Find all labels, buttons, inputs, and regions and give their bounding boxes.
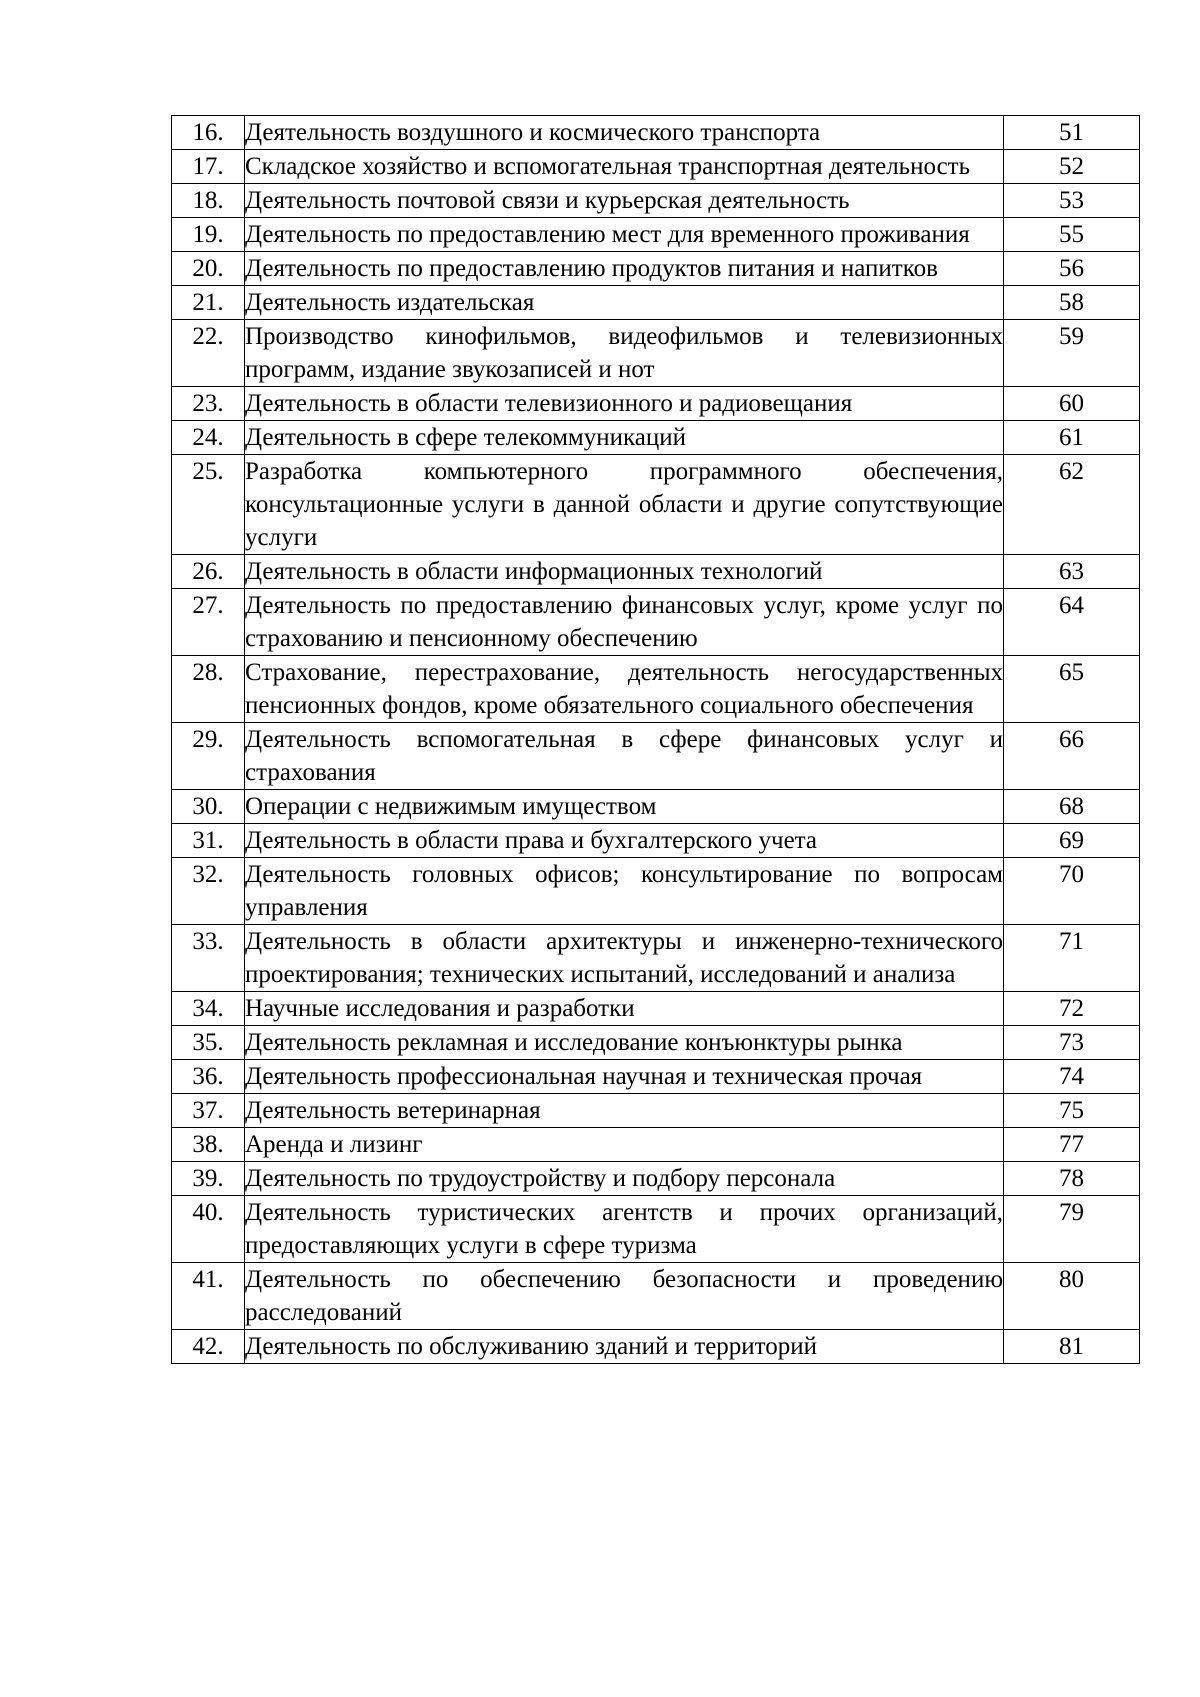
table-row [172, 455, 1140, 555]
table-row [172, 723, 1140, 790]
row-title: Деятельность в области информационных технологий [245, 555, 1004, 589]
row-number: 17. [172, 150, 245, 184]
table-row [172, 184, 1140, 218]
row-title: Деятельность рекламная и исследование конъюнктуры рынка [245, 1026, 1004, 1060]
row-title: Складское хозяйство и вспомогательная транспортная деятельность [245, 150, 1004, 184]
row-page-number: 73 [1004, 1026, 1140, 1060]
row-page-number: 79 [1004, 1196, 1140, 1263]
contents-table-body [172, 116, 1140, 1364]
row-page-number: 72 [1004, 992, 1140, 1026]
table-row [172, 790, 1140, 824]
row-number: 29. [172, 723, 245, 790]
row-number: 37. [172, 1094, 245, 1128]
row-number: 18. [172, 184, 245, 218]
table-row [172, 589, 1140, 656]
row-title: Разработка компьютерного программного обеспечения, консультационные услуги в данной области и другие сопутствующие услуги [245, 455, 1004, 555]
contents-table [171, 115, 1140, 1364]
row-title: Деятельность в области телевизионного и радиовещания [245, 387, 1004, 421]
table-row [172, 286, 1140, 320]
row-title: Деятельность профессиональная научная и техническая прочая [245, 1060, 1004, 1094]
row-number: 21. [172, 286, 245, 320]
row-title: Производство кинофильмов, видеофильмов и телевизионных программ, издание звукозаписей и нот [245, 320, 1004, 387]
table-row [172, 218, 1140, 252]
table-row [172, 116, 1140, 150]
table-row [172, 1060, 1140, 1094]
table-row [172, 555, 1140, 589]
row-title: Деятельность головных офисов; консультирование по вопросам управления [245, 858, 1004, 925]
table-row [172, 824, 1140, 858]
row-title: Деятельность по трудоустройству и подбору персонала [245, 1162, 1004, 1196]
table-row [172, 1263, 1140, 1330]
row-title: Деятельность по предоставлению продуктов питания и напитков [245, 252, 1004, 286]
row-page-number: 55 [1004, 218, 1140, 252]
row-number: 22. [172, 320, 245, 387]
table-row [172, 656, 1140, 723]
row-page-number: 62 [1004, 455, 1140, 555]
row-number: 25. [172, 455, 245, 555]
row-number: 31. [172, 824, 245, 858]
table-row [172, 1094, 1140, 1128]
row-title: Деятельность в области права и бухгалтерского учета [245, 824, 1004, 858]
row-number: 30. [172, 790, 245, 824]
row-page-number: 81 [1004, 1330, 1140, 1364]
row-page-number: 70 [1004, 858, 1140, 925]
row-number: 36. [172, 1060, 245, 1094]
row-title: Страхование, перестрахование, деятельность негосударственных пенсионных фондов, кроме обязательного социального обеспечения [245, 656, 1004, 723]
row-title: Деятельность по обеспечению безопасности и проведению расследований [245, 1263, 1004, 1330]
row-number: 23. [172, 387, 245, 421]
row-number: 24. [172, 421, 245, 455]
row-page-number: 60 [1004, 387, 1140, 421]
row-title: Деятельность ветеринарная [245, 1094, 1004, 1128]
row-number: 28. [172, 656, 245, 723]
row-number: 42. [172, 1330, 245, 1364]
row-number: 38. [172, 1128, 245, 1162]
row-number: 27. [172, 589, 245, 656]
row-title: Деятельность в области архитектуры и инженерно-технического проектирования; технических испытаний, исследований и анализа [245, 925, 1004, 992]
table-row [172, 858, 1140, 925]
row-page-number: 78 [1004, 1162, 1140, 1196]
row-title: Операции с недвижимым имуществом [245, 790, 1004, 824]
row-page-number: 77 [1004, 1128, 1140, 1162]
row-title: Аренда и лизинг [245, 1128, 1004, 1162]
row-title: Деятельность по предоставлению мест для временного проживания [245, 218, 1004, 252]
row-number: 39. [172, 1162, 245, 1196]
table-row [172, 1128, 1140, 1162]
row-number: 41. [172, 1263, 245, 1330]
row-title: Деятельность туристических агентств и прочих организаций, предоставляющих услуги в сфере туризма [245, 1196, 1004, 1263]
row-page-number: 68 [1004, 790, 1140, 824]
table-row [172, 1026, 1140, 1060]
row-page-number: 52 [1004, 150, 1140, 184]
row-page-number: 71 [1004, 925, 1140, 992]
table-row [172, 421, 1140, 455]
row-page-number: 63 [1004, 555, 1140, 589]
row-number: 19. [172, 218, 245, 252]
row-page-number: 66 [1004, 723, 1140, 790]
row-page-number: 58 [1004, 286, 1140, 320]
row-title: Деятельность издательская [245, 286, 1004, 320]
row-number: 32. [172, 858, 245, 925]
row-number: 33. [172, 925, 245, 992]
table-row [172, 1196, 1140, 1263]
row-page-number: 80 [1004, 1263, 1140, 1330]
table-row [172, 387, 1140, 421]
table-row [172, 252, 1140, 286]
row-number: 40. [172, 1196, 245, 1263]
row-title: Деятельность воздушного и космического транспорта [245, 116, 1004, 150]
row-title: Деятельность почтовой связи и курьерская деятельность [245, 184, 1004, 218]
row-page-number: 61 [1004, 421, 1140, 455]
row-page-number: 69 [1004, 824, 1140, 858]
table-row [172, 1330, 1140, 1364]
row-page-number: 53 [1004, 184, 1140, 218]
row-page-number: 51 [1004, 116, 1140, 150]
row-title: Научные исследования и разработки [245, 992, 1004, 1026]
table-row [172, 925, 1140, 992]
row-title: Деятельность по предоставлению финансовых услуг, кроме услуг по страхованию и пенсионному обеспечению [245, 589, 1004, 656]
row-number: 34. [172, 992, 245, 1026]
table-row [172, 320, 1140, 387]
row-number: 35. [172, 1026, 245, 1060]
row-page-number: 65 [1004, 656, 1140, 723]
row-page-number: 64 [1004, 589, 1140, 656]
row-number: 26. [172, 555, 245, 589]
row-page-number: 59 [1004, 320, 1140, 387]
row-number: 16. [172, 116, 245, 150]
table-row [172, 150, 1140, 184]
row-page-number: 56 [1004, 252, 1140, 286]
row-number: 20. [172, 252, 245, 286]
row-title: Деятельность вспомогательная в сфере финансовых услуг и страхования [245, 723, 1004, 790]
table-row [172, 992, 1140, 1026]
row-page-number: 75 [1004, 1094, 1140, 1128]
row-title: Деятельность в сфере телекоммуникаций [245, 421, 1004, 455]
row-page-number: 74 [1004, 1060, 1140, 1094]
table-row [172, 1162, 1140, 1196]
row-title: Деятельность по обслуживанию зданий и территорий [245, 1330, 1004, 1364]
